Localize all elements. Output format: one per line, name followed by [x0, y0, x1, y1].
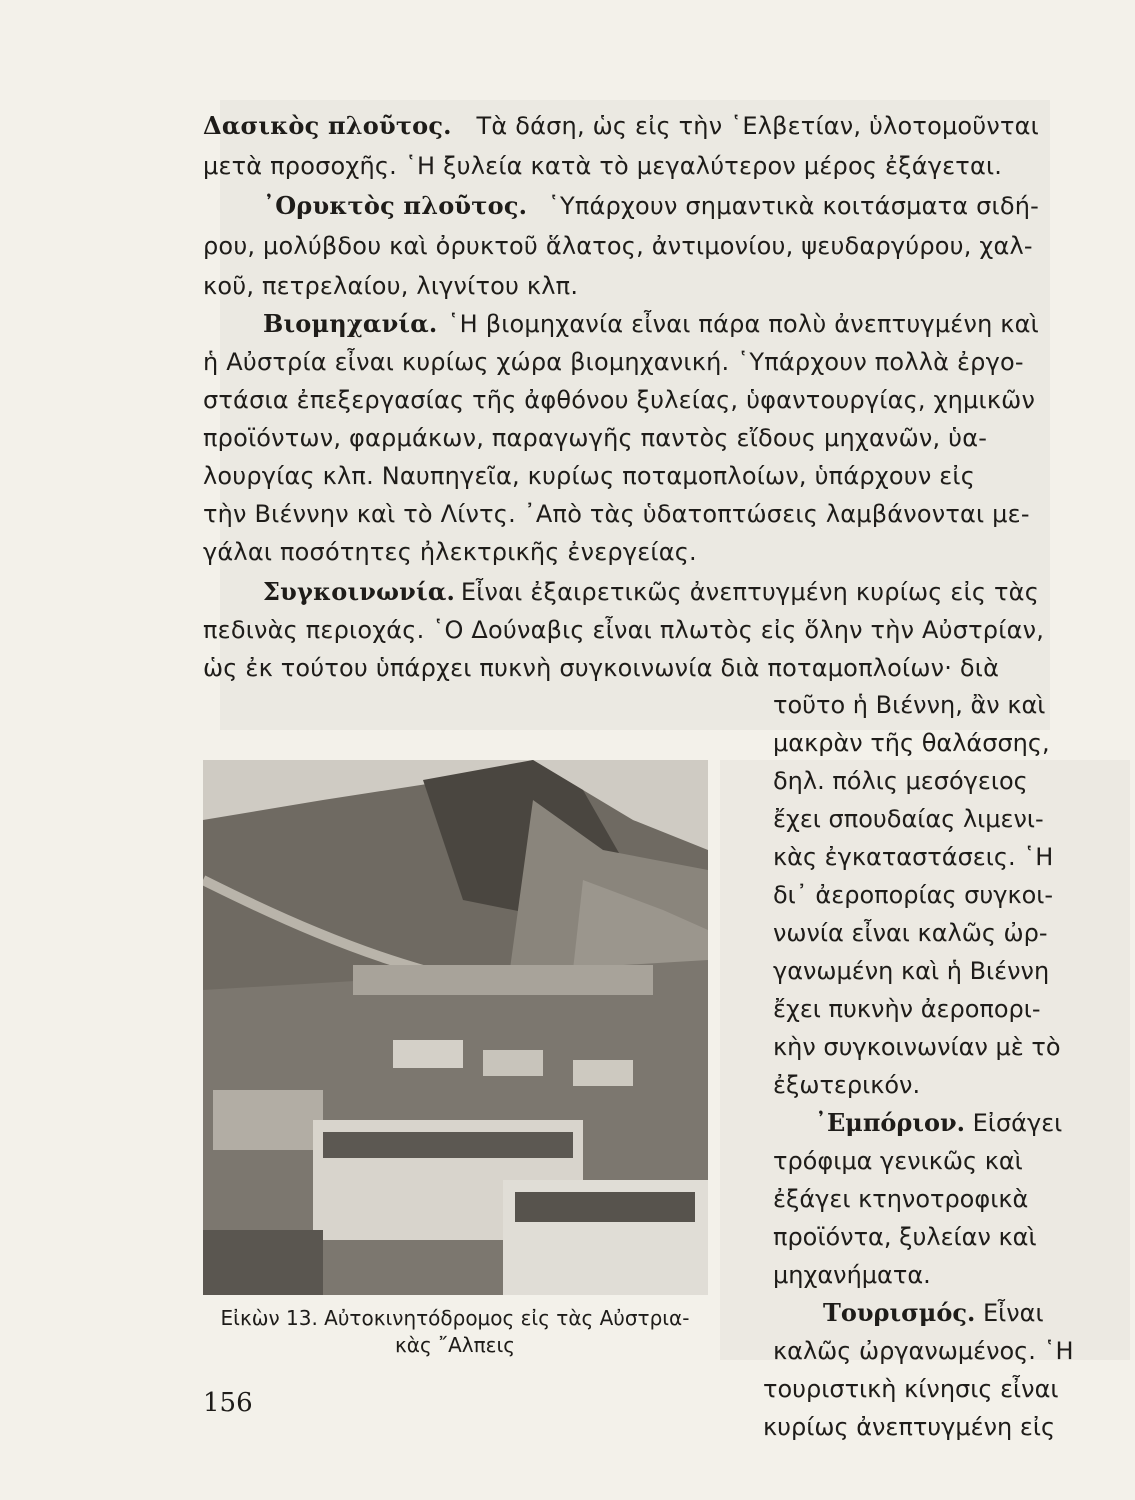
column-line: ἔχει σπουδαίας λιμενι- — [773, 805, 1044, 833]
paragraph-text: ῾Υπάρχουν σημαντικὰ κοιτάσματα σιδή- — [547, 192, 1039, 220]
trade-line — [815, 1104, 1062, 1142]
paragraph-transport-line-3: ὡς ἐκ τούτου ὑπάρχει πυκνὴ συγκοινωνία διὰ ποταμοπλοίων· διὰ — [203, 654, 1000, 682]
paragraph-mineral-line-3: κοῦ, πετρελαίου, λιγνίτου κλπ. — [203, 272, 579, 300]
tourism-line — [823, 1294, 1044, 1332]
figure-caption — [195, 1305, 715, 1359]
column-line: τουριστικὴ κίνησις εἶναι — [763, 1375, 1059, 1403]
paragraph-text: Τὰ δάση, ὡς εἰς τὴν ῾Ελβετίαν, ὑλοτομοῦνται — [476, 112, 1039, 140]
column-line: τρόφιμα γενικῶς καὶ — [773, 1147, 1023, 1175]
paragraph-lead: ᾿Ορυκτὸς πλοῦτος. — [263, 191, 528, 220]
column-line: δι᾿ ἀεροπορίας συγκοι- — [773, 881, 1054, 909]
column-line: μακρὰν τῆς θαλάσσης, — [773, 729, 1050, 757]
alpine-road-photo — [203, 760, 708, 1295]
foreground-shadow — [203, 1230, 323, 1295]
column-line: προϊόντα, ξυλείαν καὶ — [773, 1223, 1037, 1251]
car — [573, 1060, 633, 1086]
bus-windows — [515, 1192, 695, 1222]
column-line: κυρίως ἀνεπτυγμένη εἰς — [763, 1413, 1056, 1441]
column-line: ἔχει πυκνὴν ἀεροπορι- — [773, 995, 1041, 1023]
paragraph-mineral-line-1 — [203, 186, 1039, 226]
paragraph-lead: Συγκοινωνία. — [263, 577, 456, 606]
paragraph-forest-line-1 — [203, 106, 1039, 146]
caption-line-1: Εἰκὼν 13. Αὐτοκινητόδρομος εἰς τὰς Αὐστρια- — [220, 1306, 690, 1330]
paragraph-lead: Δασικὸς πλοῦτος. — [203, 111, 452, 140]
paragraph-industry-line-1 — [203, 304, 1039, 344]
paragraph-transport-line-1 — [203, 572, 1039, 612]
figure-photo — [203, 760, 708, 1295]
paragraph-transport-line-2: πεδινὰς περιοχάς. ῾Ο Δούναβις εἶναι πλωτὸς εἰς ὅλην τὴν Αὐστρίαν, — [203, 616, 1045, 644]
guard-wall — [353, 965, 653, 995]
bus — [213, 1090, 323, 1150]
column-line: νωνία εἶναι καλῶς ὠρ- — [773, 919, 1048, 947]
paragraph-text: Εἶναι — [982, 1299, 1044, 1327]
car — [483, 1050, 543, 1076]
column-line: ἐξάγει κτηνοτροφικὰ — [773, 1185, 1029, 1213]
paragraph-text: Εἶναι ἐξαιρετικῶς ἀνεπτυγμένη κυρίως εἰς τὰς — [460, 578, 1039, 606]
paragraph-lead: Τουρισμός. — [823, 1298, 976, 1327]
column-line: γανωμένη καὶ ἡ Βιέννη — [773, 957, 1050, 985]
page-number: 156 — [203, 1388, 253, 1418]
column-line: κὴν συγκοινωνίαν μὲ τὸ — [773, 1033, 1061, 1061]
paragraph-industry-line-7: γάλαι ποσότητες ἠλεκτρικῆς ἐνεργείας. — [203, 538, 697, 566]
column-line: τοῦτο ἡ Βιέννη, ἂν καὶ — [773, 691, 1046, 719]
column-line: δηλ. πόλις μεσόγειος — [773, 767, 1028, 795]
column-line: καλῶς ὠργανωμένος. ῾Η — [773, 1337, 1074, 1365]
paragraph-lead: ᾿Εμπόριον. — [815, 1108, 966, 1137]
paragraph-lead: Βιομηχανία. — [263, 309, 438, 338]
car — [393, 1040, 463, 1068]
bus-windows — [323, 1132, 573, 1158]
paragraph-industry-line-6: τὴν Βιέννην καὶ τὸ Λίντς. ᾿Απὸ τὰς ὑδατοπτώσεις λαμβάνονται με- — [203, 500, 1030, 528]
caption-line-2: κὰς ῎Αλπεις — [395, 1333, 515, 1357]
paragraph-industry-line-4: προϊόντων, φαρμάκων, παραγωγῆς παντὸς εἴδους μηχανῶν, ὑα- — [203, 424, 988, 452]
paragraph-text: ῾Η βιομηχανία εἶναι πάρα πολὺ ἀνεπτυγμένη καὶ — [447, 310, 1039, 338]
paragraph-forest-line-2: μετὰ προσοχῆς. ῾Η ξυλεία κατὰ τὸ μεγαλύτερον μέρος ἐξάγεται. — [203, 152, 1003, 180]
paragraph-industry-line-2: ἡ Αὐστρία εἶναι κυρίως χώρα βιομηχανική. ῾Υπάρχουν πολλὰ ἐργο- — [203, 348, 1024, 376]
paragraph-mineral-line-2: ρου, μολύβδου καὶ ὀρυκτοῦ ἅλατος, ἀντιμονίου, ψευδαργύρου, χαλ- — [203, 232, 1033, 260]
paragraph-industry-line-5: λουργίας κλπ. Ναυπηγεῖα, κυρίως ποταμοπλοίων, ὑπάρχουν εἰς — [203, 462, 976, 490]
column-line: μηχανήματα. — [773, 1261, 931, 1289]
column-line: κὰς ἐγκαταστάσεις. ῾Η — [773, 843, 1054, 871]
paragraph-industry-line-3: στάσια ἐπεξεργασίας τῆς ἀφθόνου ξυλείας, ὑφαντουργίας, χημικῶν — [203, 386, 1036, 414]
paragraph-text: Εἰσάγει — [972, 1109, 1063, 1137]
column-line: ἐξωτερικόν. — [773, 1071, 921, 1099]
